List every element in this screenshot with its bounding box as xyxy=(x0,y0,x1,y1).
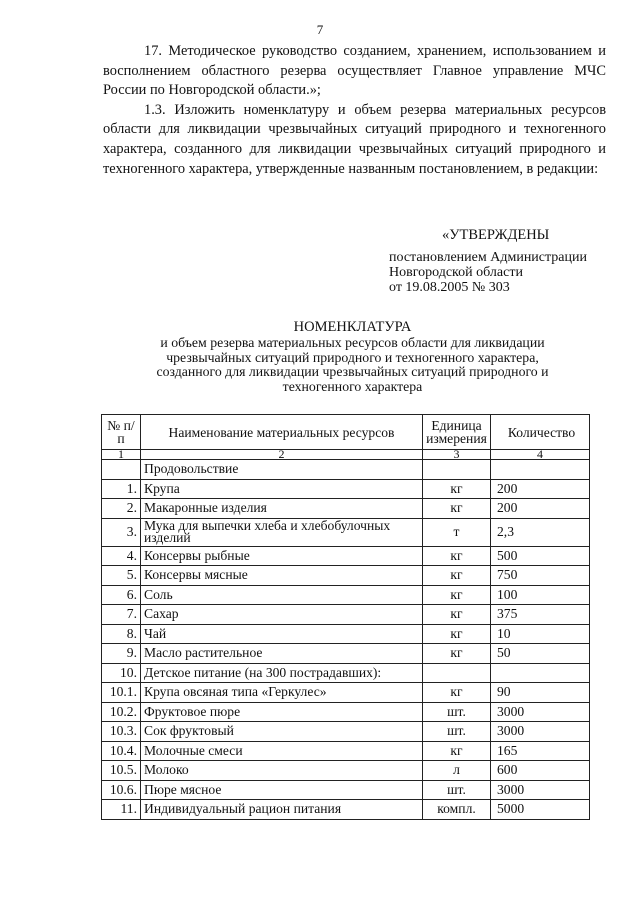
index-num: 1 xyxy=(102,450,141,460)
row-unit: кг xyxy=(423,741,491,761)
row-name: Мука для выпечки хлеба и хлебобулочных изделий xyxy=(141,518,423,546)
row-name: Сок фруктовый xyxy=(141,722,423,742)
table-row xyxy=(102,780,590,800)
table-row xyxy=(102,683,590,703)
row-unit xyxy=(423,663,491,683)
row-name: Детское питание (на 300 пострадавших): xyxy=(141,663,423,683)
page-number: 7 xyxy=(316,22,324,37)
row-qty: 3000 xyxy=(491,702,590,722)
header-num: № п/п xyxy=(102,415,141,450)
section-row xyxy=(102,460,590,480)
row-qty: 2,3 xyxy=(491,518,590,546)
row-num: 6. xyxy=(102,585,141,605)
row-name: Молочные смеси xyxy=(141,741,423,761)
table-row xyxy=(102,518,590,546)
row-name: Крупа xyxy=(141,479,423,499)
row-num: 11. xyxy=(102,800,141,820)
row-num: 10.5. xyxy=(102,761,141,781)
row-unit: кг xyxy=(423,605,491,625)
row-num: 10. xyxy=(102,663,141,683)
row-num: 10.1. xyxy=(102,683,141,703)
row-num: 2. xyxy=(102,499,141,519)
row-name: Масло растительное xyxy=(141,644,423,664)
row-name: Фруктовое пюре xyxy=(141,702,423,722)
subtitle-line-4: техногенного характера xyxy=(282,378,423,394)
header-unit: Единица измерения xyxy=(423,415,491,450)
row-name: Соль xyxy=(141,585,423,605)
row-num: 1. xyxy=(102,479,141,499)
row-num: 10.3. xyxy=(102,722,141,742)
row-name: Консервы мясные xyxy=(141,566,423,586)
row-qty: 750 xyxy=(491,566,590,586)
table-row xyxy=(102,722,590,742)
row-unit: т xyxy=(423,518,491,546)
approval-line-2: Новгородской области xyxy=(389,265,523,280)
row-num: 3. xyxy=(102,518,141,546)
index-name: 2 xyxy=(141,450,423,460)
table-row xyxy=(102,624,590,644)
row-qty: 200 xyxy=(491,499,590,519)
approval-line-1: постановлением Администрации xyxy=(389,250,587,265)
row-unit: кг xyxy=(423,566,491,586)
table-row xyxy=(102,605,590,625)
approval-stamp xyxy=(389,228,619,295)
row-num: 9. xyxy=(102,644,141,664)
table-row xyxy=(102,702,590,722)
row-num: 10.2. xyxy=(102,702,141,722)
row-unit: компл. xyxy=(423,800,491,820)
row-unit: кг xyxy=(423,683,491,703)
row-num: 5. xyxy=(102,566,141,586)
table-row xyxy=(102,499,590,519)
table-row xyxy=(102,644,590,664)
row-unit: кг xyxy=(423,585,491,605)
row-name: Консервы рыбные xyxy=(141,546,423,566)
index-qty: 4 xyxy=(491,450,590,460)
row-qty: 375 xyxy=(491,605,590,625)
header-name: Наименование материальных ресурсов xyxy=(141,415,423,450)
row-name: Крупа овсяная типа «Геркулес» xyxy=(141,683,423,703)
row-num: 4. xyxy=(102,546,141,566)
row-qty xyxy=(491,663,590,683)
row-num: 10.6. xyxy=(102,780,141,800)
approval-heading: «УТВЕРЖДЕНЫ xyxy=(442,227,550,243)
row-name: Чай xyxy=(141,624,423,644)
table-row xyxy=(102,800,590,820)
row-unit: шт. xyxy=(423,780,491,800)
row-qty: 50 xyxy=(491,644,590,664)
subtitle-line-3: созданного для ликвидации чрезвычайных ситуаций природного и xyxy=(156,364,549,379)
table-index-row xyxy=(102,450,590,460)
table-row xyxy=(102,546,590,566)
row-qty: 10 xyxy=(491,624,590,644)
row-num: 7. xyxy=(102,605,141,625)
header-qty: Количество xyxy=(491,415,590,450)
row-qty: 100 xyxy=(491,585,590,605)
section-unit-cell xyxy=(423,460,491,480)
body-text xyxy=(103,42,606,179)
row-name: Индивидуальный рацион питания xyxy=(141,800,423,820)
row-name: Молоко xyxy=(141,761,423,781)
section-label: Продовольствие xyxy=(141,460,423,480)
approval-line-3: от 19.08.2005 № 303 xyxy=(389,280,510,295)
row-unit: л xyxy=(423,761,491,781)
table-row xyxy=(102,761,590,781)
row-unit: кг xyxy=(423,479,491,499)
row-qty: 90 xyxy=(491,683,590,703)
row-qty: 200 xyxy=(491,479,590,499)
table-row xyxy=(102,663,590,683)
row-unit: кг xyxy=(423,624,491,644)
row-unit: шт. xyxy=(423,722,491,742)
table-row xyxy=(102,566,590,586)
subtitle-line-2: чрезвычайных ситуаций природного и техногенного характера, xyxy=(166,349,539,365)
row-unit: кг xyxy=(423,546,491,566)
table-row xyxy=(102,585,590,605)
row-qty: 3000 xyxy=(491,780,590,800)
row-unit: шт. xyxy=(423,702,491,722)
row-qty: 5000 xyxy=(491,800,590,820)
subtitle-line-1: и объем резерва материальных ресурсов области для ликвидации xyxy=(160,335,545,350)
section-qty-cell xyxy=(491,460,590,480)
document-title: НОМЕНКЛАТУРА xyxy=(293,319,412,335)
row-unit: кг xyxy=(423,499,491,519)
row-qty: 500 xyxy=(491,546,590,566)
row-name: Сахар xyxy=(141,605,423,625)
document-title-block xyxy=(100,318,605,394)
paragraph-17: 17. Методическое руководство созданием, хранением, использованием и восполнением областного резерва осуществляет Главное управление МЧС России по Новгородской области.»; xyxy=(103,43,606,99)
section-num-cell xyxy=(102,460,141,480)
paragraph-1-3: 1.3. Изложить номенклатуру и объем резерва материальных ресурсов области для ликвидации чрезвычайных ситуаций природного и техногенного характера, созданного для ликвидации чрезвычайных ситуаций природного и техногенного характера, утвержденные названным постановлением, в редакции: xyxy=(103,101,606,177)
row-num: 10.4. xyxy=(102,741,141,761)
row-unit: кг xyxy=(423,644,491,664)
table-row xyxy=(102,479,590,499)
row-qty: 3000 xyxy=(491,722,590,742)
index-unit: 3 xyxy=(423,450,491,460)
table-header-row xyxy=(102,415,590,450)
row-qty: 600 xyxy=(491,761,590,781)
table-row xyxy=(102,741,590,761)
row-qty: 165 xyxy=(491,741,590,761)
row-name: Пюре мясное xyxy=(141,780,423,800)
row-name: Макаронные изделия xyxy=(141,499,423,519)
row-num: 8. xyxy=(102,624,141,644)
nomenclature-table xyxy=(101,414,590,820)
